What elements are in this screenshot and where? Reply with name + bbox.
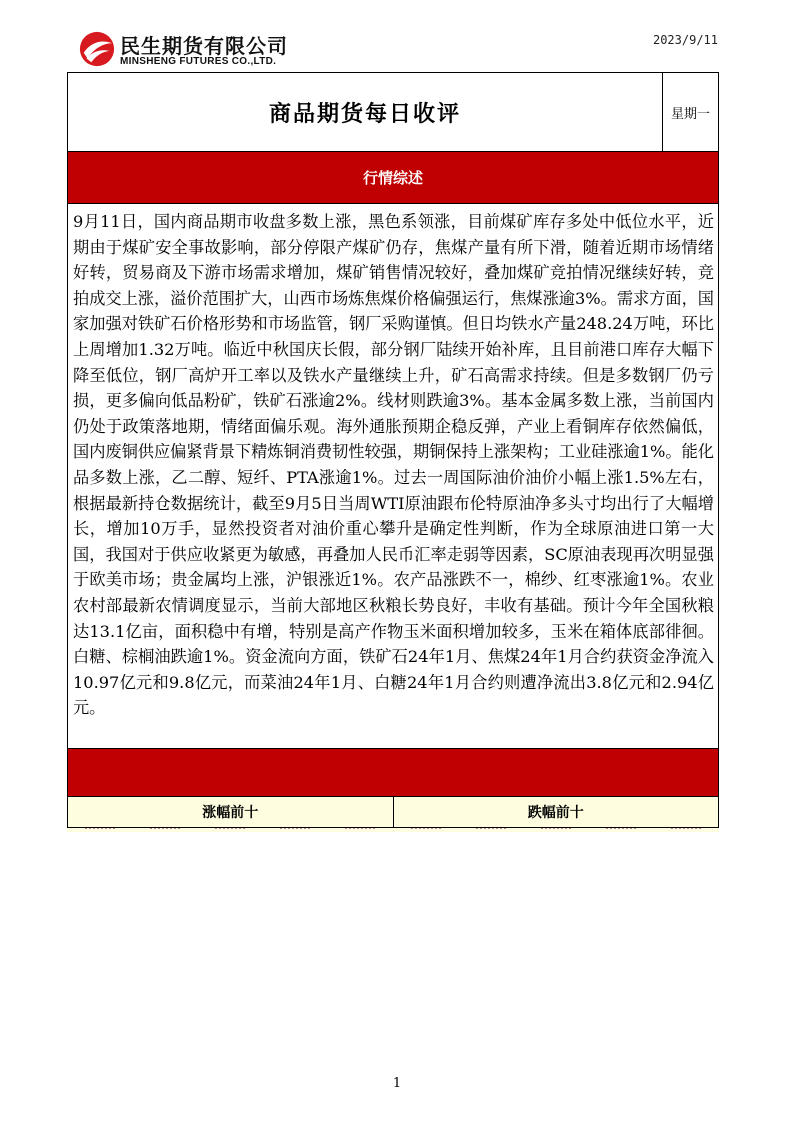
column-stub [606,828,636,832]
column-stub [150,828,180,832]
column-stub [345,828,375,832]
overview-text: 9月11日，国内商品期市收盘多数上涨，黑色系领涨，目前煤矿库存多处中低位水平，近期由于煤矿安全事故影响，部分停限产煤矿仍存，焦煤产量有所下滑，随着近期市场情绪好转，贸易商及下游市场需求增加，煤矿销售情况较好，叠加煤矿竞拍情况继续好转，竞拍成交上涨，溢价范围扩大，山西市场炼焦煤价格偏强运行，焦煤涨逾3%。需求方面，国家加强对铁矿石价格形势和市场监管，钢厂采购谨慎。但日均铁水产量248.24万吨，环比上周增加1.32万吨。临近中秋国庆长假，部分钢厂陆续开始补库，且目前港口库存大幅下降至低位，钢厂高炉开工率以及铁水产量继续上升，矿石高需求持续。但是多数钢厂仍亏损，更多偏向低品粉矿，铁矿石涨逾2%。线材则跌逾3%。基本金属多数上涨，当前国内仍处于政策落地期，情绪面偏乐观。海外通胀预期企稳反弹，产业上看铜库存依然偏低，国内废铜供应偏紧背景下精炼铜消费韧性较强，期铜保持上涨架构；工业硅涨逾1%。能化品多数上涨，乙二醇、短纤、PTA涨逾1%。过去一周国际油价油价小幅上涨1.5%左右，根据最新持仓数据统计，截至9月5日当周WTI原油跟布伦特原油净多头寸均出行了大幅增长，增加10万手，显然投资者对油价重心攀升是确定性判断，作为全球原油进口第一大国，我国对于供应收紧更为敏感，再叠加人民币汇率走弱等因素，SC原油表现再次明显强于欧美市场；贵金属均上涨，沪银涨近1%。农产品涨跌不一，棉纱、红枣涨逾1%。农业农村部最新农情调度显示，当前大部地区秋粮长势良好，丰收有基础。预计今年全国秋粮达13.1亿亩，面积稳中有增，特别是高产作物玉米面积增加较多，玉米在箱体底部徘徊。白糖、棕榈油跌逾1%。资金流向方面，铁矿石24年1月、焦煤24年1月合约获资金净流入10.97亿元和9.8亿元，而菜油24年1月、白糖24年1月合约则遭净流出3.8亿元和2.94亿元。 [73,212,714,718]
overview-body [67,204,719,748]
report-title: 商品期货每日收评 [268,101,461,127]
overview-section-title: 行情综述 [362,169,423,187]
company-name-cn: 民生期货有限公司 [120,34,288,58]
column-stub [280,828,310,832]
losers-header: 跌幅前十 [393,797,719,827]
column-stub [671,828,701,832]
ranking-section-bar [67,748,719,796]
minsheng-logo-icon [78,30,116,68]
column-stub [541,828,571,832]
gainers-header: 涨幅前十 [202,805,259,821]
losers-columns [393,828,719,832]
column-stub [476,828,506,832]
page-number: 1 [392,1076,402,1091]
overview-section-bar [67,152,719,204]
company-logo [78,28,318,74]
column-stub [411,828,441,832]
column-stub [85,828,115,832]
column-stub [215,828,245,832]
report-header [67,72,719,152]
report-date: 2023/9/11 [652,33,718,47]
ranking-table-header [67,796,719,828]
report-weekday: 星期一 [670,106,710,122]
company-name-en: MINSHENG FUTURES CO.,LTD. [120,56,277,67]
ranking-table-column-headers [67,828,719,832]
gainers-columns [67,828,393,832]
